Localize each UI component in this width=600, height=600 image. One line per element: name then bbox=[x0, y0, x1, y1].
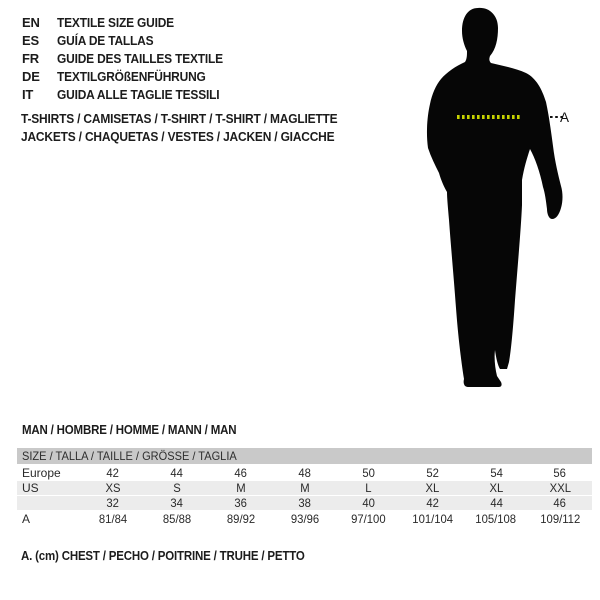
language-row-en bbox=[22, 13, 237, 31]
size-table-header-row bbox=[17, 448, 592, 464]
size-cell: M bbox=[299, 481, 310, 495]
table-row-us bbox=[17, 481, 592, 496]
size-cell: 34 bbox=[170, 496, 184, 510]
size-cell: 46 bbox=[234, 465, 247, 480]
language-title: GUIDA ALLE TAGLIE TESSILI bbox=[57, 86, 220, 102]
size-cell: 38 bbox=[298, 496, 311, 510]
language-code: ES bbox=[22, 32, 39, 48]
size-cell: 97/100 bbox=[351, 512, 386, 526]
size-cell: M bbox=[235, 481, 246, 495]
size-cell: 109/112 bbox=[540, 512, 581, 526]
size-cell: 101/104 bbox=[411, 512, 453, 526]
size-cell: 81/84 bbox=[98, 512, 128, 526]
language-row-fr bbox=[22, 49, 237, 67]
language-list bbox=[22, 13, 237, 103]
size-cell: 85/88 bbox=[162, 512, 191, 526]
size-cell: 42 bbox=[426, 496, 439, 510]
language-row-it bbox=[22, 85, 237, 103]
size-cell: 50 bbox=[362, 465, 375, 480]
size-cell: XL bbox=[425, 481, 440, 495]
man-silhouette bbox=[410, 0, 600, 400]
size-cell: 93/96 bbox=[290, 512, 319, 526]
category-jackets-line: JACKETS / CHAQUETAS / VESTES / JACKEN / GIACCHE bbox=[21, 128, 335, 144]
size-cell: XXL bbox=[549, 481, 571, 495]
section-title-man: MAN / HOMBRE / HOMME / MANN / MAN bbox=[22, 423, 237, 437]
size-cell: 56 bbox=[553, 465, 567, 480]
size-cell: 32 bbox=[106, 496, 120, 510]
size-cell: L bbox=[365, 481, 372, 495]
size-cell: 46 bbox=[553, 496, 567, 510]
size-cell: 48 bbox=[298, 465, 311, 480]
size-cell: 44 bbox=[170, 465, 184, 480]
language-title: TEXTILGRÖßENFÜHRUNG bbox=[57, 68, 206, 84]
size-cell: XS bbox=[105, 481, 121, 495]
size-cell: 54 bbox=[489, 465, 503, 480]
size-cell: 52 bbox=[426, 465, 439, 480]
language-title: TEXTILE SIZE GUIDE bbox=[57, 14, 174, 30]
size-cell: 105/108 bbox=[475, 512, 517, 526]
category-lines bbox=[21, 110, 365, 145]
size-cell: S bbox=[173, 481, 181, 495]
size-table-header-label: SIZE / TALLA / TAILLE / GRÖSSE / TAGLIA bbox=[22, 449, 237, 463]
table-row-europe bbox=[17, 464, 592, 481]
measurement-a-label: A bbox=[560, 110, 570, 125]
size-cell: 40 bbox=[362, 496, 375, 510]
size-cell: 44 bbox=[489, 496, 503, 510]
row-label: Europe bbox=[22, 465, 61, 480]
size-table bbox=[17, 448, 592, 528]
language-code: FR bbox=[22, 50, 39, 66]
size-cell: 36 bbox=[234, 496, 247, 510]
language-code: IT bbox=[22, 86, 34, 102]
silhouette-figure bbox=[427, 8, 563, 387]
language-row-es bbox=[22, 31, 237, 49]
table-row-chest-cm bbox=[17, 510, 592, 528]
language-row-de bbox=[22, 67, 237, 85]
category-tshirts-line: T-SHIRTS / CAMISETAS / T-SHIRT / T-SHIRT / MAGLIETTE bbox=[21, 111, 338, 126]
language-code: DE bbox=[22, 68, 40, 84]
row-label: A bbox=[22, 512, 31, 526]
size-cell: 89/92 bbox=[226, 512, 255, 526]
row-label: US bbox=[22, 481, 39, 495]
language-title: GUÍA DE TALLAS bbox=[57, 32, 154, 48]
measurement-footnote: A. (cm) CHEST / PECHO / POITRINE / TRUHE / PETTO bbox=[21, 549, 305, 563]
table-row-numeric bbox=[17, 496, 592, 510]
language-code: EN bbox=[22, 14, 40, 30]
language-title: GUIDE DES TAILLES TEXTILE bbox=[57, 50, 223, 66]
size-cell: XL bbox=[489, 481, 504, 495]
size-cell: 42 bbox=[106, 465, 120, 480]
